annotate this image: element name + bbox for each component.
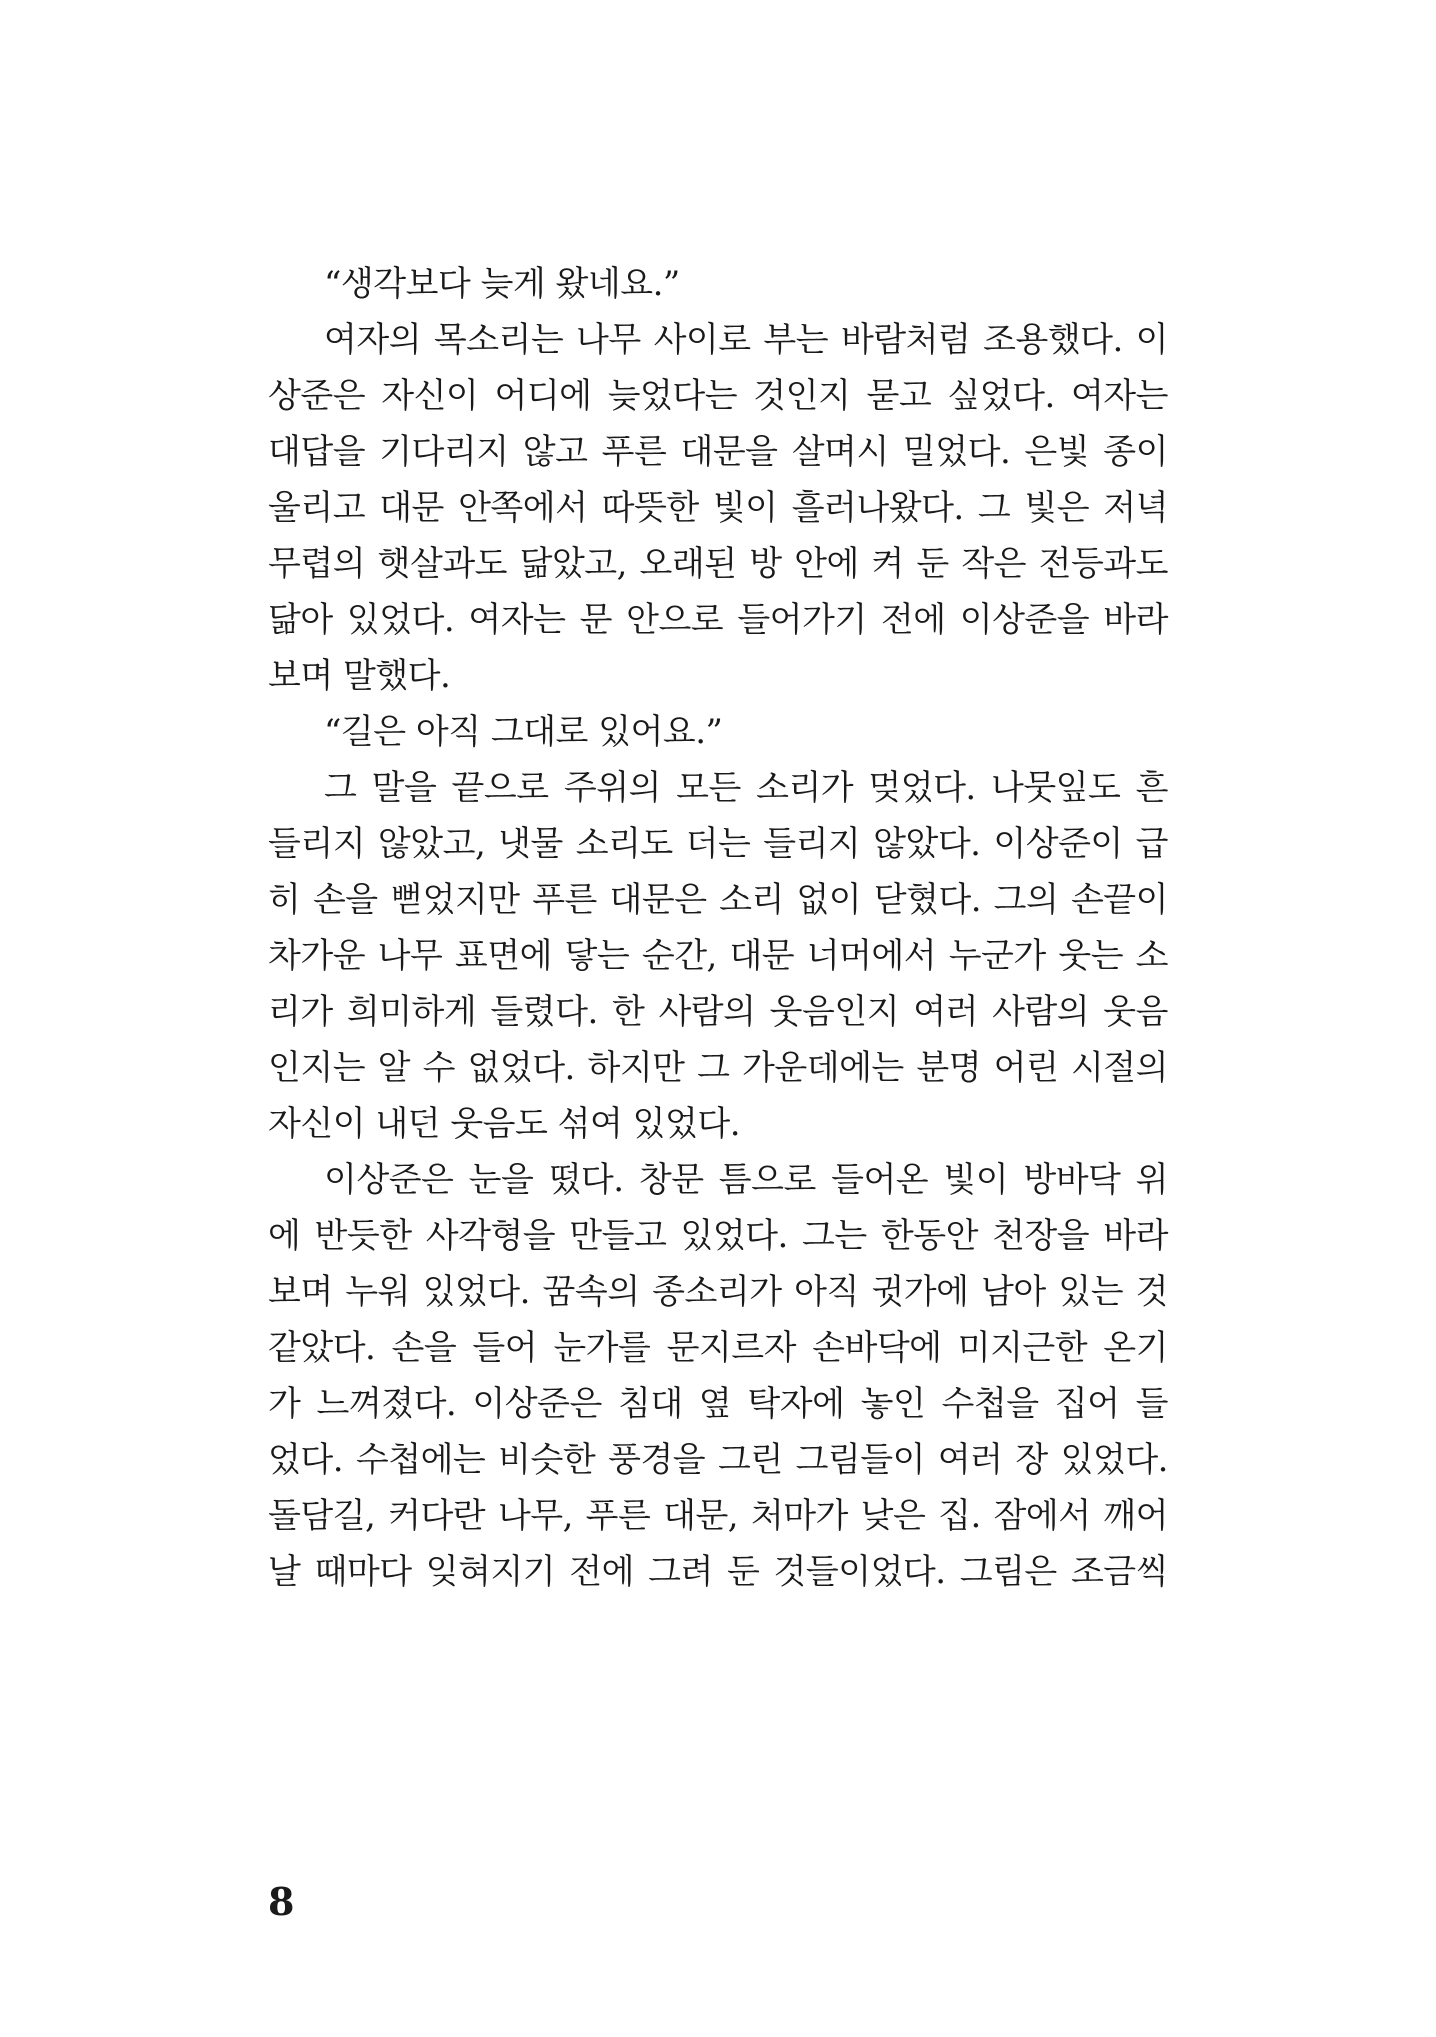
text-line: “생각보다 늦게 왔네요.”	[324, 264, 680, 304]
text-line: 히 손을 뻗었지만 푸른 대문은 소리 없이 닫혔다. 그의 손끝이	[268, 880, 1168, 920]
text-line: 보며 말했다.	[268, 656, 451, 696]
text-line: 었다. 수첩에는 비슷한 풍경을 그린 그림들이 여러 장 있었다.	[268, 1440, 1168, 1480]
page-body	[268, 256, 1168, 1600]
text-line: 에 반듯한 사각형을 만들고 있었다. 그는 한동안 천장을 바라	[268, 1216, 1168, 1256]
page-number: 8	[268, 1879, 295, 1924]
text-line: 날 때마다 잊혀지기 전에 그려 둔 것들이었다. 그림은 조금씩	[268, 1552, 1168, 1592]
text-line: 들리지 않았고, 냇물 소리도 더는 들리지 않았다. 이상준이 급	[268, 824, 1168, 864]
text-line: 자신이 내던 웃음도 섞여 있었다.	[268, 1104, 741, 1144]
text-line: 리가 희미하게 들렸다. 한 사람의 웃음인지 여러 사람의 웃음	[268, 992, 1168, 1032]
text-line: 그 말을 끝으로 주위의 모든 소리가 멎었다. 나뭇잎도 흔	[324, 768, 1168, 808]
text-line: 여자의 목소리는 나무 사이로 부는 바람처럼 조용했다. 이	[324, 320, 1168, 360]
text-line: 대답을 기다리지 않고 푸른 대문을 살며시 밀었다. 은빛 종이	[268, 432, 1168, 472]
text-line: 상준은 자신이 어디에 늦었다는 것인지 묻고 싶었다. 여자는	[268, 376, 1168, 416]
text-line: 이상준은 눈을 떴다. 창문 틈으로 들어온 빛이 방바닥 위	[324, 1160, 1168, 1200]
text-line: 무렵의 햇살과도 닮았고, 오래된 방 안에 켜 둔 작은 전등과도	[268, 544, 1168, 584]
text-line: 같았다. 손을 들어 눈가를 문지르자 손바닥에 미지근한 온기	[268, 1328, 1168, 1368]
text-line: 인지는 알 수 없었다. 하지만 그 가운데에는 분명 어린 시절의	[268, 1048, 1168, 1088]
text-line: 가 느껴졌다. 이상준은 침대 옆 탁자에 놓인 수첩을 집어 들	[268, 1384, 1168, 1424]
text-line: “길은 아직 그대로 있어요.”	[324, 712, 723, 752]
text-line: 돌담길, 커다란 나무, 푸른 대문, 처마가 낮은 집. 잠에서 깨어	[268, 1496, 1168, 1536]
text-line: 닮아 있었다. 여자는 문 안으로 들어가기 전에 이상준을 바라	[268, 600, 1168, 640]
text-line: 울리고 대문 안쪽에서 따뜻한 빛이 흘러나왔다. 그 빛은 저녁	[268, 488, 1168, 528]
text-line: 보며 누워 있었다. 꿈속의 종소리가 아직 귓가에 남아 있는 것	[268, 1272, 1168, 1312]
text-line: 차가운 나무 표면에 닿는 순간, 대문 너머에서 누군가 웃는 소	[268, 936, 1168, 976]
